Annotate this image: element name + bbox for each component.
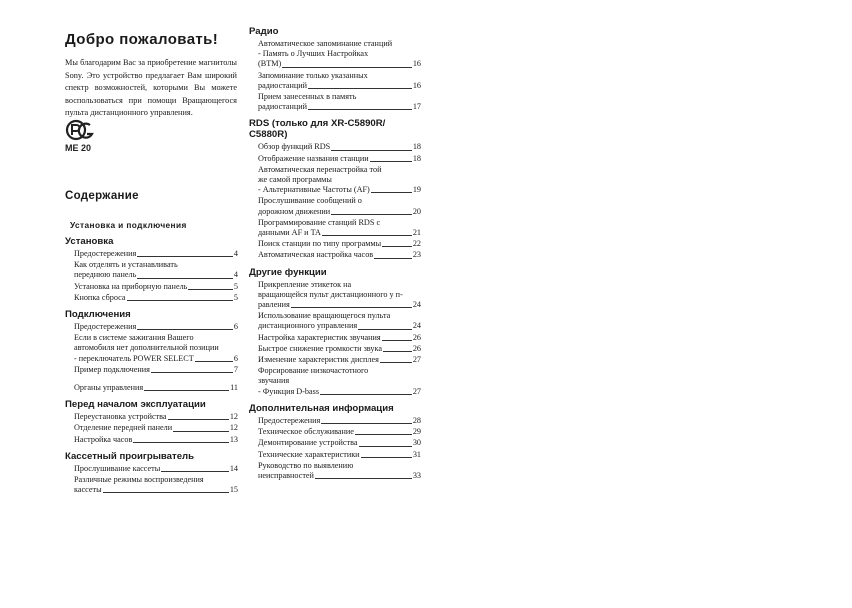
toc-page-number: 22 <box>412 239 421 249</box>
toc-entry-line: Прием занесенных в память <box>258 92 357 102</box>
leader-line <box>382 246 412 247</box>
toc-right-column <box>249 26 421 482</box>
leader-line <box>168 419 229 420</box>
toc-page-number: 4 <box>233 270 238 280</box>
toc-page-number: 17 <box>412 102 421 112</box>
toc-entry-line: Автоматическое запоминание станций <box>258 39 393 48</box>
leader-line <box>308 88 412 89</box>
toc-entry[interactable] <box>249 92 421 112</box>
toc-page-number: 29 <box>412 427 421 437</box>
section-heading: Радио <box>249 26 279 37</box>
toc-entry-line: Различные режимы воспроизведения <box>74 475 204 485</box>
toc-entry-line: звучания <box>258 376 290 386</box>
toc-entry[interactable] <box>249 344 421 354</box>
toc-entry-title: Поиск станции по типу программы <box>258 239 382 249</box>
leader-line <box>322 235 412 236</box>
toc-entry[interactable] <box>249 154 421 164</box>
toc-entry-title: Предостережения <box>74 249 137 258</box>
leader-line <box>361 457 412 458</box>
toc-entry[interactable] <box>65 423 238 433</box>
leader-line <box>359 446 412 447</box>
toc-page-number: 31 <box>412 449 421 459</box>
toc-entry[interactable] <box>249 218 421 238</box>
toc-entry-title: дорожном движении <box>258 206 331 216</box>
toc-entry-line: Использование вращающегося пульта <box>258 311 391 321</box>
toc-entry-title: - Функция D-bass <box>258 386 320 396</box>
toc-entry-line: же самой программы <box>258 175 332 185</box>
leader-line <box>315 478 412 479</box>
toc-page-number: 6 <box>233 353 238 363</box>
leader-line <box>308 109 412 110</box>
toc-entry-line: Форсирование низкочастотного <box>258 366 369 376</box>
toc-entry[interactable] <box>249 196 421 216</box>
toc-entry-title: неисправностей <box>258 470 314 480</box>
toc-entry-title: (BTM) <box>258 59 282 69</box>
section-heading: Подключения <box>65 309 131 321</box>
toc-page-number: 11 <box>230 383 238 393</box>
toc-entry-line: Если в системе зажигания Вашего <box>74 333 194 343</box>
toc-entry-title: Предостережения <box>258 415 321 425</box>
toc-page-number: 26 <box>412 343 421 353</box>
spacer <box>65 376 238 383</box>
leader-line <box>331 150 412 151</box>
leader-line <box>161 471 229 472</box>
leader-line <box>127 300 233 301</box>
leader-line <box>374 258 412 259</box>
leader-line <box>320 394 412 395</box>
section-heading: Другие функции <box>249 266 327 278</box>
toc-entry[interactable] <box>249 355 421 365</box>
certification-mark <box>64 119 98 153</box>
toc-entry-title: Отображение названия станции <box>258 153 369 163</box>
leader-line <box>151 372 233 373</box>
leader-line <box>321 423 412 424</box>
toc-entry-line: Прослушивание сообщений о <box>258 196 362 206</box>
pct-logo-icon <box>64 119 98 153</box>
toc-entry-line: Прикрепление этикеток на <box>258 279 352 289</box>
toc-entry[interactable] <box>65 464 238 474</box>
leader-line <box>355 434 412 435</box>
leader-line <box>137 278 233 279</box>
toc-entry-title: - переключатель POWER SELECT <box>74 353 194 363</box>
leader-line <box>137 329 233 330</box>
leader-line <box>380 362 412 363</box>
toc-entry-title: Изменение характеристик дисплея <box>258 355 379 365</box>
section-heading: Дополнительная информация <box>249 402 394 414</box>
leader-line <box>137 256 233 257</box>
toc-entry[interactable] <box>65 282 238 292</box>
toc-entry-title: равления <box>258 300 290 310</box>
toc-page-number: 33 <box>412 470 421 480</box>
toc-entry[interactable] <box>249 39 421 70</box>
toc-entry[interactable] <box>65 260 238 280</box>
leader-line <box>370 161 412 162</box>
toc-left-column <box>65 236 238 496</box>
page-title: Добро пожаловать! <box>65 31 219 48</box>
toc-page-number: 19 <box>412 185 421 195</box>
toc-entry-title: Органы управления <box>74 383 144 393</box>
toc-page-number: 18 <box>412 142 421 152</box>
toc-page-number: 28 <box>412 415 421 425</box>
leader-line <box>291 307 412 308</box>
toc-entry-title: - Альтернативные Частоты (AF) <box>258 185 370 195</box>
toc-entry-line: - Память о Лучших Настройках <box>258 49 369 59</box>
toc-entry-title: радиостанций <box>258 102 308 112</box>
leader-line <box>358 329 412 330</box>
leader-line <box>331 214 412 215</box>
toc-entry[interactable] <box>249 250 421 260</box>
toc-page-number: 30 <box>412 438 421 448</box>
toc-page-number: 4 <box>233 249 238 258</box>
toc-entry-title: данными AF и TA <box>258 228 321 238</box>
toc-entry-title: Обзор функций RDS <box>258 142 331 152</box>
toc-page-number: 18 <box>412 153 421 163</box>
toc-entry[interactable] <box>65 412 238 422</box>
toc-entry-title: Техническое обслуживание <box>258 427 354 437</box>
toc-entry[interactable] <box>249 416 421 426</box>
toc-entry[interactable] <box>249 280 421 311</box>
toc-entry[interactable] <box>65 333 238 364</box>
toc-entry-title: Настройка часов <box>74 434 133 444</box>
toc-entry-title: переднюю панель <box>74 270 137 280</box>
leader-line <box>382 340 412 341</box>
leader-line <box>195 361 233 362</box>
toc-entry[interactable] <box>65 293 238 303</box>
toc-page-number: 15 <box>229 485 238 495</box>
toc-entry[interactable] <box>65 435 238 445</box>
toc-page-number: 5 <box>233 281 238 291</box>
leader-line <box>188 289 233 290</box>
toc-page-number: 24 <box>412 321 421 331</box>
toc-entry-line: Запоминание только указанных <box>258 70 368 80</box>
toc-entry-title: Предостережения <box>74 322 137 332</box>
toc-entry-line: Автоматическая перенастройка той <box>258 164 382 174</box>
toc-entry[interactable] <box>249 311 421 331</box>
toc-entry-title: Кнопка сброса <box>74 292 126 302</box>
toc-entry[interactable] <box>249 142 421 152</box>
toc-entry-title: Автоматическая настройка часов <box>258 250 374 260</box>
toc-entry[interactable] <box>249 366 421 397</box>
cert-code: ME 20 <box>65 143 92 153</box>
toc-entry[interactable] <box>249 239 421 249</box>
section-heading: Установка <box>65 236 114 247</box>
leader-line <box>133 442 229 443</box>
toc-page-number: 20 <box>412 206 421 216</box>
toc-page-number: 12 <box>229 423 238 433</box>
toc-entry[interactable] <box>65 383 238 393</box>
toc-entry-title: Быстрое снижение громкости звука <box>258 343 382 353</box>
toc-entry[interactable] <box>249 461 421 481</box>
toc-page-number: 14 <box>229 463 238 473</box>
toc-entry-title: Отделение передней панели <box>74 423 173 433</box>
toc-entry-line: Программирование станций RDS с <box>258 217 381 227</box>
contents-subheading: Установка и подключения <box>70 220 187 230</box>
toc-entry-line: Руководство по выявлению <box>258 460 354 470</box>
toc-entry-title: Настройка характеристик звучания <box>258 332 381 342</box>
toc-page-number: 27 <box>412 355 421 365</box>
toc-page-number: 6 <box>233 322 238 332</box>
leader-line <box>103 492 229 493</box>
toc-entry-line: Как отделять и устанавливать <box>74 260 178 270</box>
toc-page-number: 16 <box>412 59 421 69</box>
toc-page-number: 23 <box>412 250 421 260</box>
toc-entry[interactable] <box>249 438 421 448</box>
toc-entry[interactable] <box>249 165 421 196</box>
toc-page-number: 27 <box>412 386 421 396</box>
toc-entry[interactable] <box>65 475 238 495</box>
toc-entry-title: Пример подключения <box>74 364 150 374</box>
toc-entry-title: дистанционного управления <box>258 321 358 331</box>
section-heading: RDS (только для XR-C5890R/ C5880R) <box>249 118 386 141</box>
toc-entry[interactable] <box>249 427 421 437</box>
toc-page-number: 5 <box>233 292 238 302</box>
toc-entry[interactable] <box>249 71 421 91</box>
contents-heading: Содержание <box>65 190 139 202</box>
toc-entry[interactable] <box>65 322 238 332</box>
toc-entry-title: Демонтирование устройства <box>258 438 358 448</box>
toc-page-number: 26 <box>412 332 421 342</box>
toc-entry[interactable] <box>65 249 238 259</box>
toc-page-number: 21 <box>412 228 421 238</box>
toc-entry[interactable] <box>249 450 421 460</box>
toc-entry-line: вращающейся пульт дистанционного у п- <box>258 289 403 299</box>
leader-line <box>144 390 229 391</box>
toc-entry-title: Переустановка устройства <box>74 412 167 422</box>
toc-page-number: 7 <box>233 364 238 374</box>
toc-page-number: 12 <box>229 412 238 422</box>
toc-entry-title: Технические характеристики <box>258 449 360 459</box>
toc-entry-line: автомобиля нет дополнительной позиции <box>74 343 219 353</box>
leader-line <box>282 67 412 68</box>
leader-line <box>383 351 412 352</box>
section-heading: Перед началом эксплуатации <box>65 399 206 411</box>
leader-line <box>371 192 412 193</box>
leader-line <box>173 431 229 432</box>
toc-page-number: 13 <box>229 434 238 444</box>
toc-entry[interactable] <box>249 333 421 343</box>
toc-page-number: 24 <box>412 300 421 310</box>
intro-paragraph: Мы благодарим Вас за приобретение магнитолы Sony. Это устройство предлагает Вам широкий спектр возможностей, которыми Вы можете воспользоваться при помощи Вращающегося пульта дистанционного управления. <box>65 58 237 118</box>
toc-entry[interactable] <box>65 365 238 375</box>
toc-entry-title: Прослушивание кассеты <box>74 463 161 473</box>
section-heading: Кассетный проигрыватель <box>65 450 195 462</box>
toc-entry-title: кассеты <box>74 485 102 495</box>
toc-page-number: 16 <box>412 80 421 90</box>
toc-entry-title: радиостанций <box>258 80 308 90</box>
toc-entry-title: Установка на приборную панель <box>74 281 188 291</box>
